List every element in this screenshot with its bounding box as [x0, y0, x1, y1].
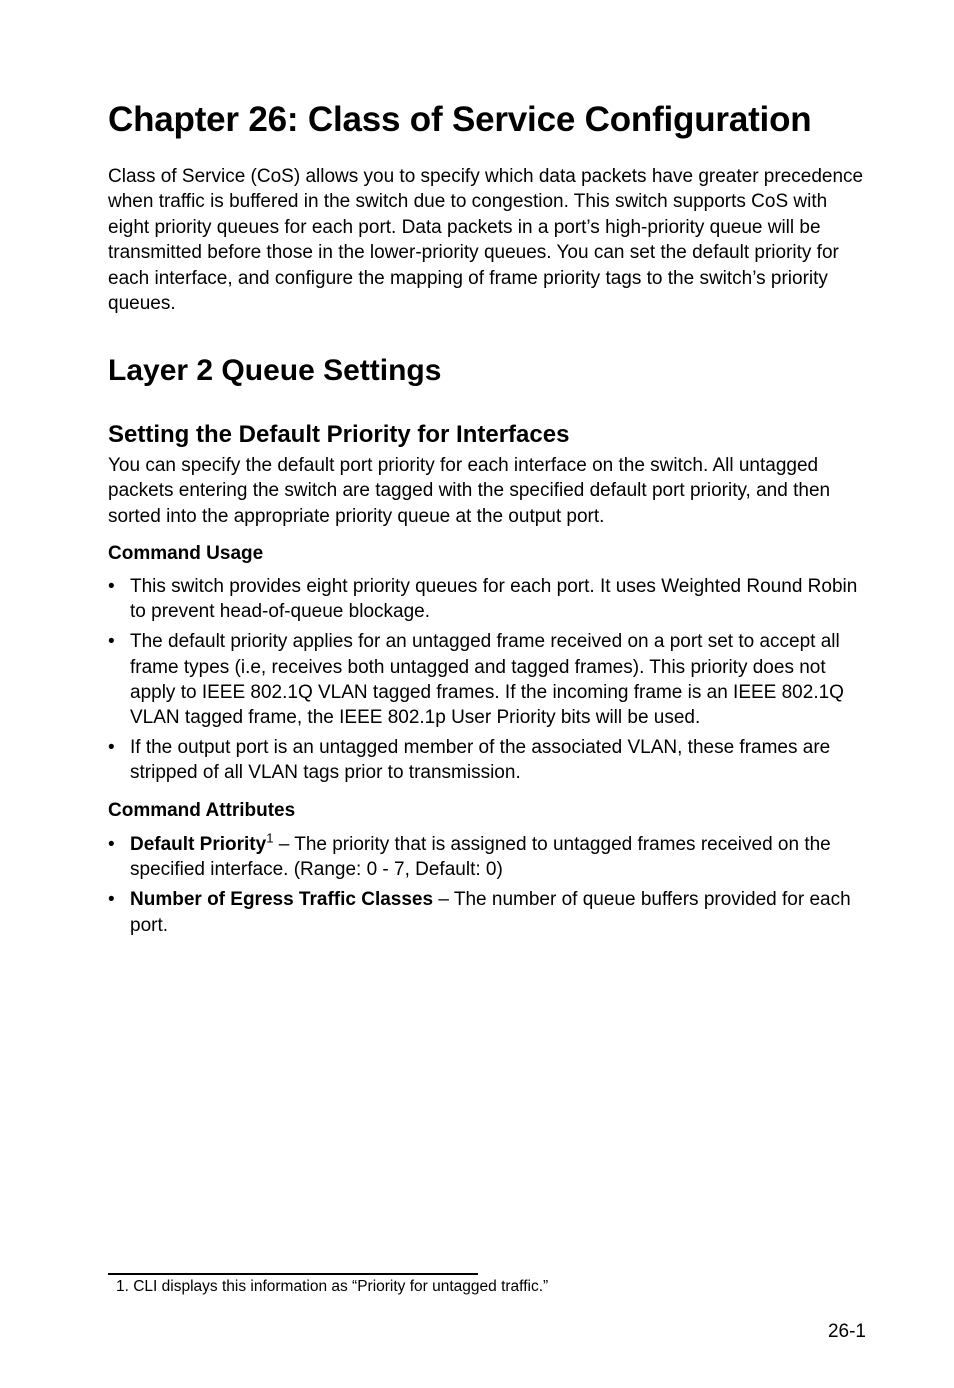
bullet-marker: • [108, 737, 115, 759]
list-item-text: If the output port is an untagged member of the associated VLAN, these frames are stripped of all VLAN tags prior to transmission. [130, 737, 831, 784]
attribute-term-egress-traffic-classes: Number of Egress Traffic Classes [130, 889, 434, 911]
command-attributes-label: Command Attributes [108, 800, 296, 821]
attribute-description: – The number of queue buffers provided for each port. [130, 889, 851, 936]
list-item-text: The default priority applies for an untagged frame received on a port set to accept all frame types (i.e, receives both untagged and tagged frames). This priority does not apply to IEEE 802.1Q VLAN tagged frames. If the incoming frame is an IEEE 802.1Q VLAN tagged frame, the IEEE 802.1p User Priority bits will be used. [130, 631, 844, 729]
command-usage-list [108, 574, 868, 791]
command-attributes-list [108, 832, 868, 943]
list-item [108, 574, 868, 624]
chapter-title: Chapter 26: Class of Service Configuration [108, 100, 812, 139]
subsection-title: Setting the Default Priority for Interfaces [108, 421, 570, 448]
list-item [108, 887, 868, 937]
chapter-intro-paragraph: Class of Service (CoS) allows you to specify which data packets have greater precedence when traffic is buffered in the switch due to congestion. This switch supports CoS with eight priority queues for each port. Data packets in a port’s high-priority queue will be transmitted before those in the lower-priority queues. You can set the default priority for each interface, and configure the mapping of frame priority tags to the switch’s priority queues. [108, 166, 864, 315]
list-item [108, 832, 868, 882]
section-title: Layer 2 Queue Settings [108, 354, 442, 387]
footnote-text: 1. CLI displays this information as “Priority for untagged traffic.” [116, 1278, 549, 1295]
command-usage-label: Command Usage [108, 543, 264, 564]
bullet-marker: • [108, 631, 115, 653]
attribute-description: – The priority that is assigned to untagged frames received on the specified interface. (Range: 0 - 7, Default: 0) [130, 834, 831, 881]
subsection-intro-paragraph: You can specify the default port priority for each interface on the switch. All untagged packets entering the switch are tagged with the specified default port priority, and then sorted into the appropriate priority queue at the output port. [108, 455, 831, 527]
bullet-marker: • [108, 834, 115, 855]
list-item [108, 735, 868, 785]
bullet-marker: • [108, 889, 115, 911]
footnote-divider [108, 1273, 478, 1275]
attribute-term-default-priority: Default Priority [130, 834, 267, 855]
footnote-reference[interactable]: 1 [266, 830, 274, 846]
page-number: 26-1 [827, 1321, 866, 1342]
list-item-text: This switch provides eight priority queues for each port. It uses Weighted Round Robin to prevent head-of-queue blockage. [130, 576, 858, 623]
bullet-marker: • [108, 576, 115, 597]
list-item [108, 629, 868, 730]
